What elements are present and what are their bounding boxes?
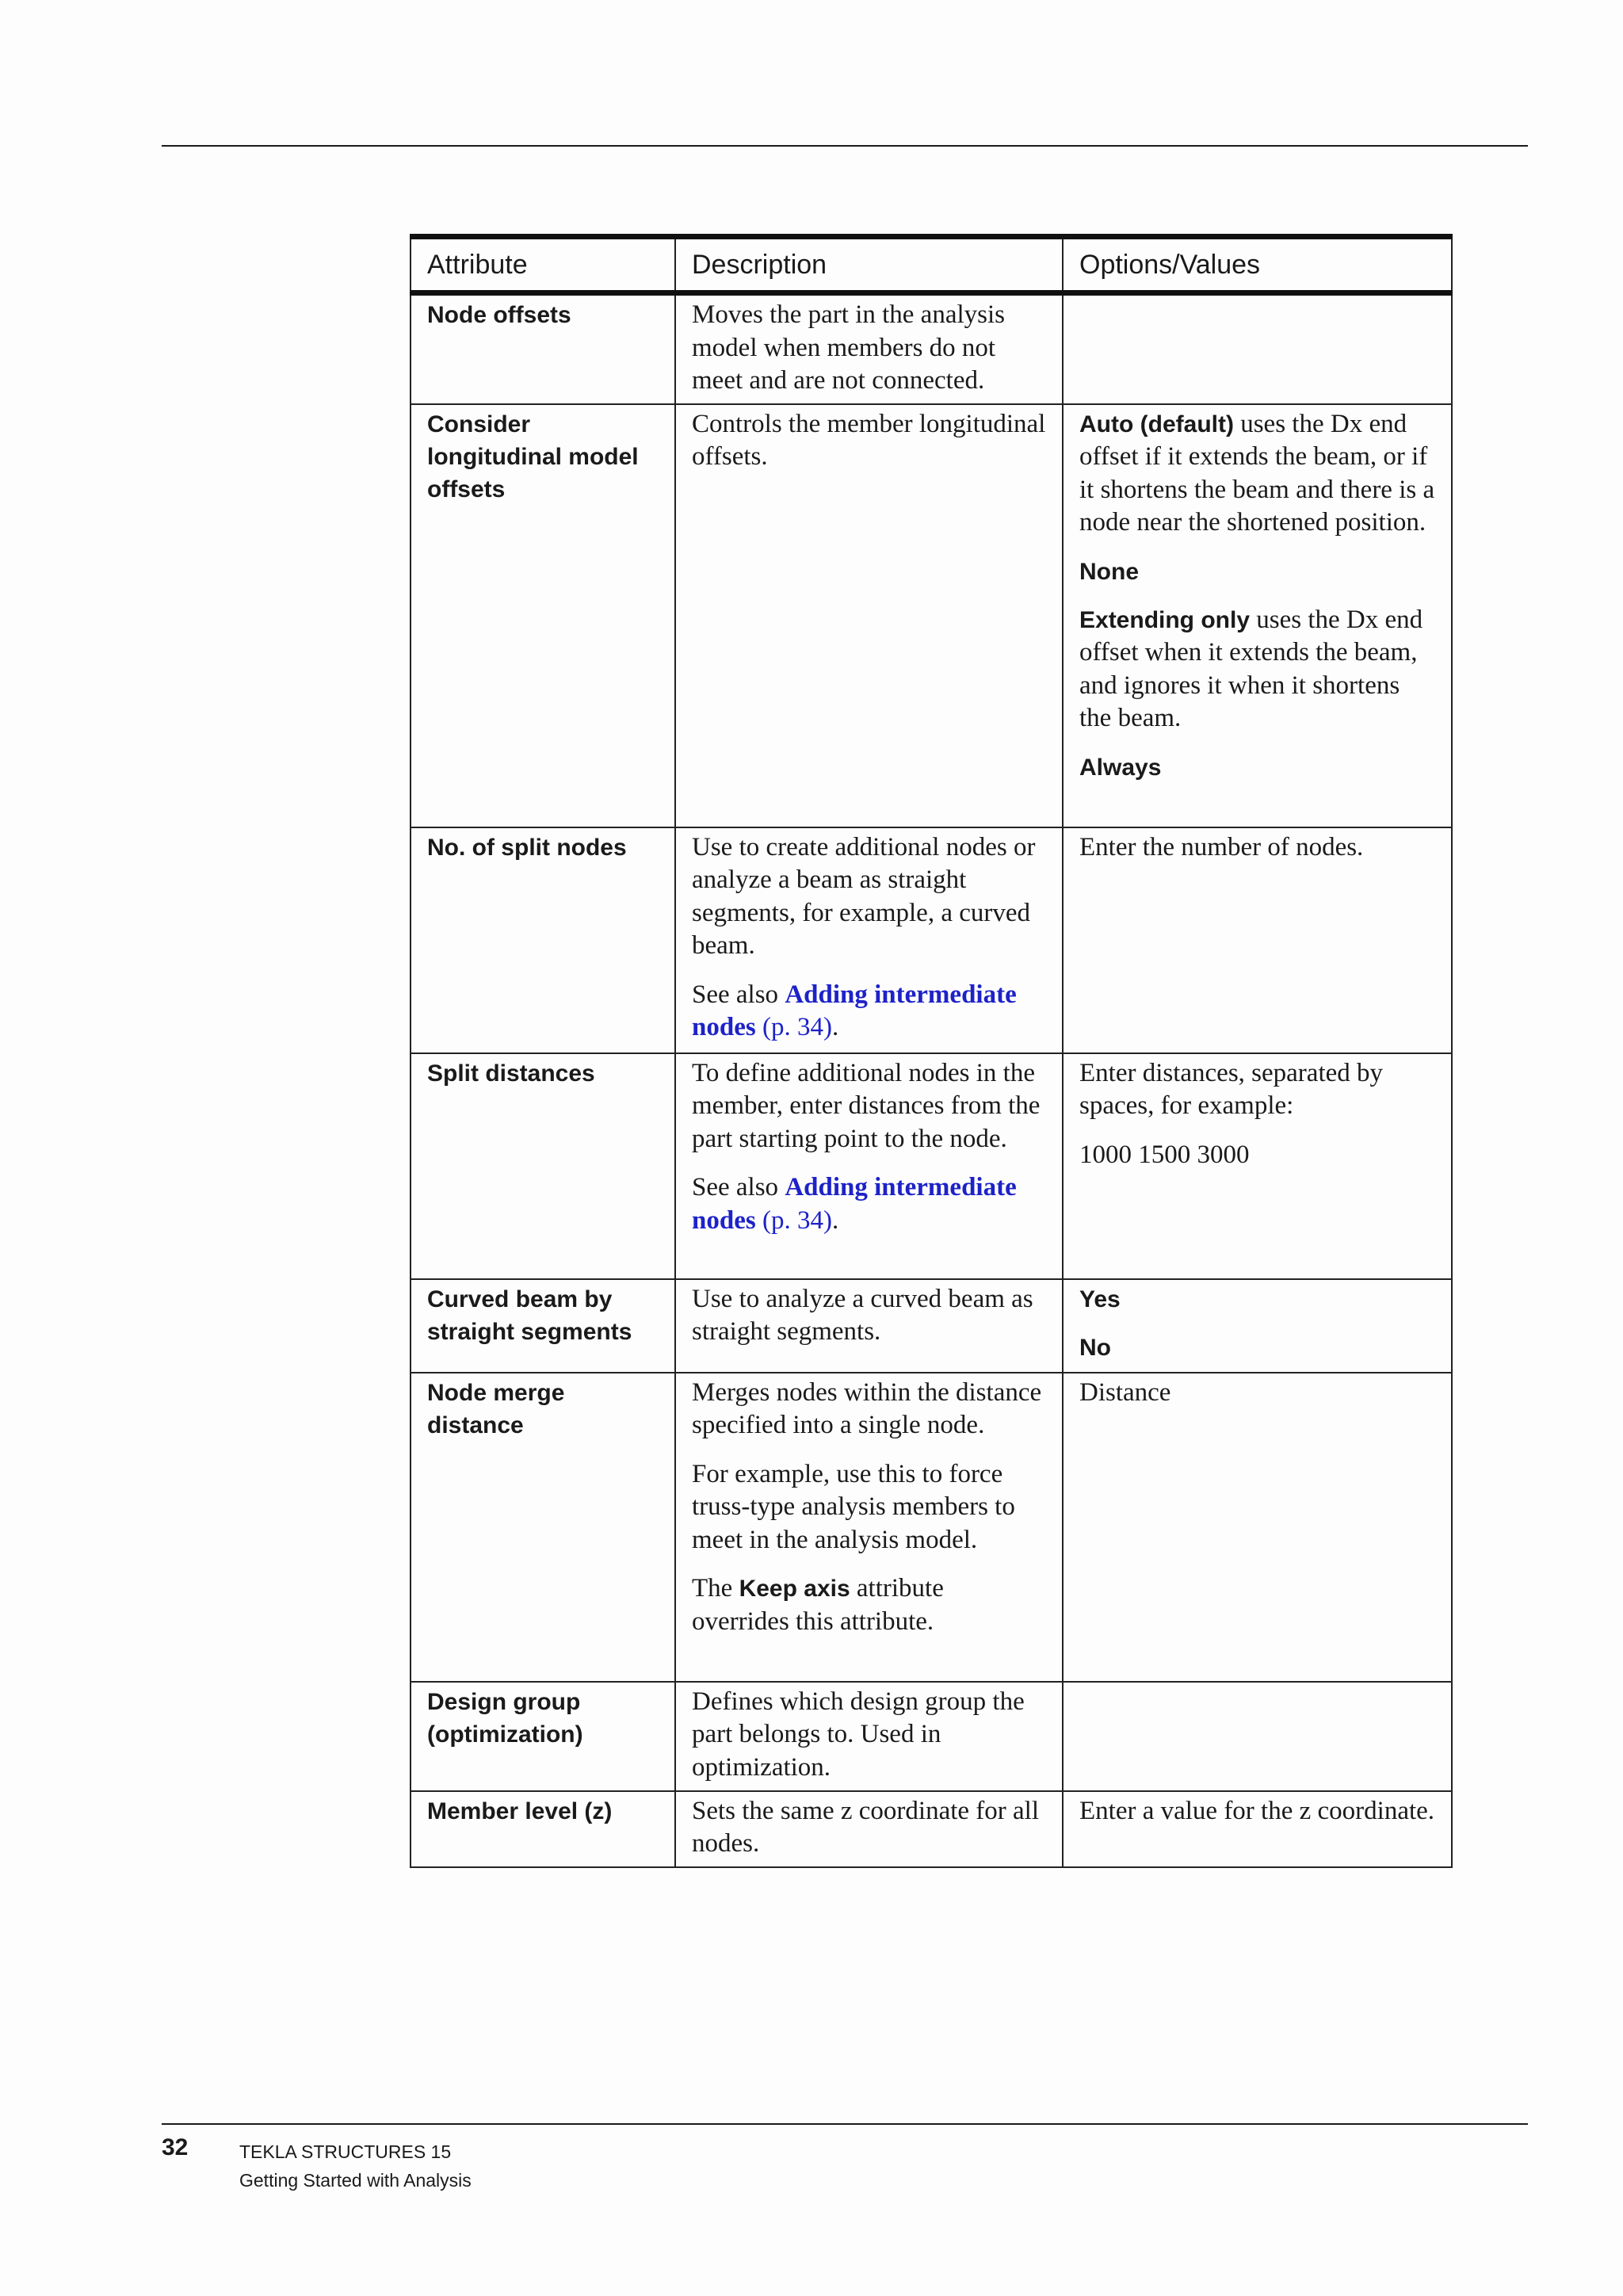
description-cell	[675, 1053, 1063, 1279]
attribute-cell: No. of split nodes	[411, 827, 675, 1053]
table-row	[411, 1053, 1452, 1279]
description-cell	[675, 1373, 1063, 1682]
attribute-table	[410, 234, 1453, 1868]
option-auto	[1079, 408, 1435, 540]
column-header-options: Options/Values	[1063, 237, 1452, 293]
table-row	[411, 1791, 1452, 1867]
attribute-cell: Consider longitudinal model offsets	[411, 404, 675, 827]
option-example: 1000 1500 3000	[1079, 1140, 1250, 1169]
attribute-cell: Design group (optimization)	[411, 1682, 675, 1791]
option-keyword: Auto (default)	[1079, 411, 1234, 437]
footer-rule	[162, 2123, 1528, 2125]
description-text: For example, use this to force truss-type analysis members to meet in the analysis model.	[692, 1459, 1015, 1554]
options-cell	[1063, 1373, 1452, 1682]
description-text: Controls the member longitudinal offsets.	[692, 409, 1046, 471]
options-cell	[1063, 1279, 1452, 1373]
see-also: See also Adding intermediate nodes (p. 34).	[692, 980, 1017, 1041]
cross-reference-link[interactable]: Adding intermediate nodes (p. 34)	[692, 1173, 1017, 1235]
attribute-cell: Member level (z)	[411, 1791, 675, 1867]
column-header-attribute: Attribute	[411, 237, 675, 293]
description-text: Use to create additional nodes or analyze a beam as straight segments, for example, a curved beam.	[692, 832, 1036, 960]
table-row	[411, 1373, 1452, 1682]
option-extending-only	[1079, 604, 1435, 735]
options-cell	[1063, 1791, 1452, 1867]
description-cell	[675, 293, 1063, 404]
description-cell	[675, 404, 1063, 827]
column-header-description: Description	[675, 237, 1063, 293]
option-always: Always	[1079, 754, 1162, 781]
table-row	[411, 827, 1452, 1053]
description-text: Moves the part in the analysis model when members do not meet and are not connected.	[692, 300, 1006, 395]
table-row	[411, 293, 1452, 404]
description-text: Defines which design group the part belongs to. Used in optimization.	[692, 1687, 1025, 1782]
option-keyword: Extending only	[1079, 606, 1251, 633]
option-text: uses the Dx end offset if it extends the beam, or if it shortens the beam and there is a node near the shortened position.	[1079, 409, 1435, 537]
table-header-row	[411, 237, 1452, 293]
attribute-cell: Curved beam by straight segments	[411, 1279, 675, 1373]
options-cell	[1063, 1053, 1452, 1279]
book-title: Getting Started with Analysis	[239, 2170, 472, 2191]
description-cell	[675, 1279, 1063, 1373]
options-cell	[1063, 1682, 1452, 1791]
description-text: Merges nodes within the distance specified into a single node.	[692, 1377, 1042, 1439]
option-text: uses the Dx end offset when it extends the beam, and ignores it when it shortens the beam.	[1079, 605, 1423, 732]
description-text: The Keep axis attribute overrides this attribute.	[692, 1574, 944, 1636]
description-cell	[675, 1682, 1063, 1791]
options-cell	[1063, 827, 1452, 1053]
options-cell	[1063, 404, 1452, 827]
description-text: Sets the same z coordinate for all nodes.	[692, 1796, 1040, 1858]
table-row	[411, 404, 1452, 827]
option-text: Enter the number of nodes.	[1079, 832, 1364, 861]
page-number: 32	[162, 2134, 189, 2160]
description-cell	[675, 827, 1063, 1053]
attribute-cell: Node offsets	[411, 293, 675, 404]
options-cell	[1063, 293, 1452, 404]
option-text: Enter distances, separated by spaces, for example:	[1079, 1058, 1384, 1120]
description-text: Use to analyze a curved beam as straight segments.	[692, 1284, 1033, 1346]
table-row	[411, 1682, 1452, 1791]
option-text: Enter a value for the z coordinate.	[1079, 1796, 1435, 1825]
table-row	[411, 1279, 1452, 1373]
attribute-cell: Split distances	[411, 1053, 675, 1279]
header-rule	[162, 145, 1528, 147]
product-name: TEKLA STRUCTURES 15	[239, 2141, 452, 2162]
description-cell	[675, 1791, 1063, 1867]
attribute-cell: Node merge distance	[411, 1373, 675, 1682]
option-none: None	[1079, 558, 1139, 585]
option-yes: Yes	[1079, 1286, 1121, 1312]
option-text: Distance	[1079, 1377, 1171, 1407]
cross-reference-link[interactable]: Adding intermediate nodes (p. 34)	[692, 980, 1017, 1041]
footer-title	[239, 2137, 472, 2195]
keyword: Keep axis	[739, 1576, 850, 1602]
see-also: See also Adding intermediate nodes (p. 34).	[692, 1173, 1017, 1235]
option-no: No	[1079, 1334, 1111, 1361]
description-text: To define additional nodes in the member, enter distances from the part starting point to the node.	[692, 1058, 1041, 1153]
